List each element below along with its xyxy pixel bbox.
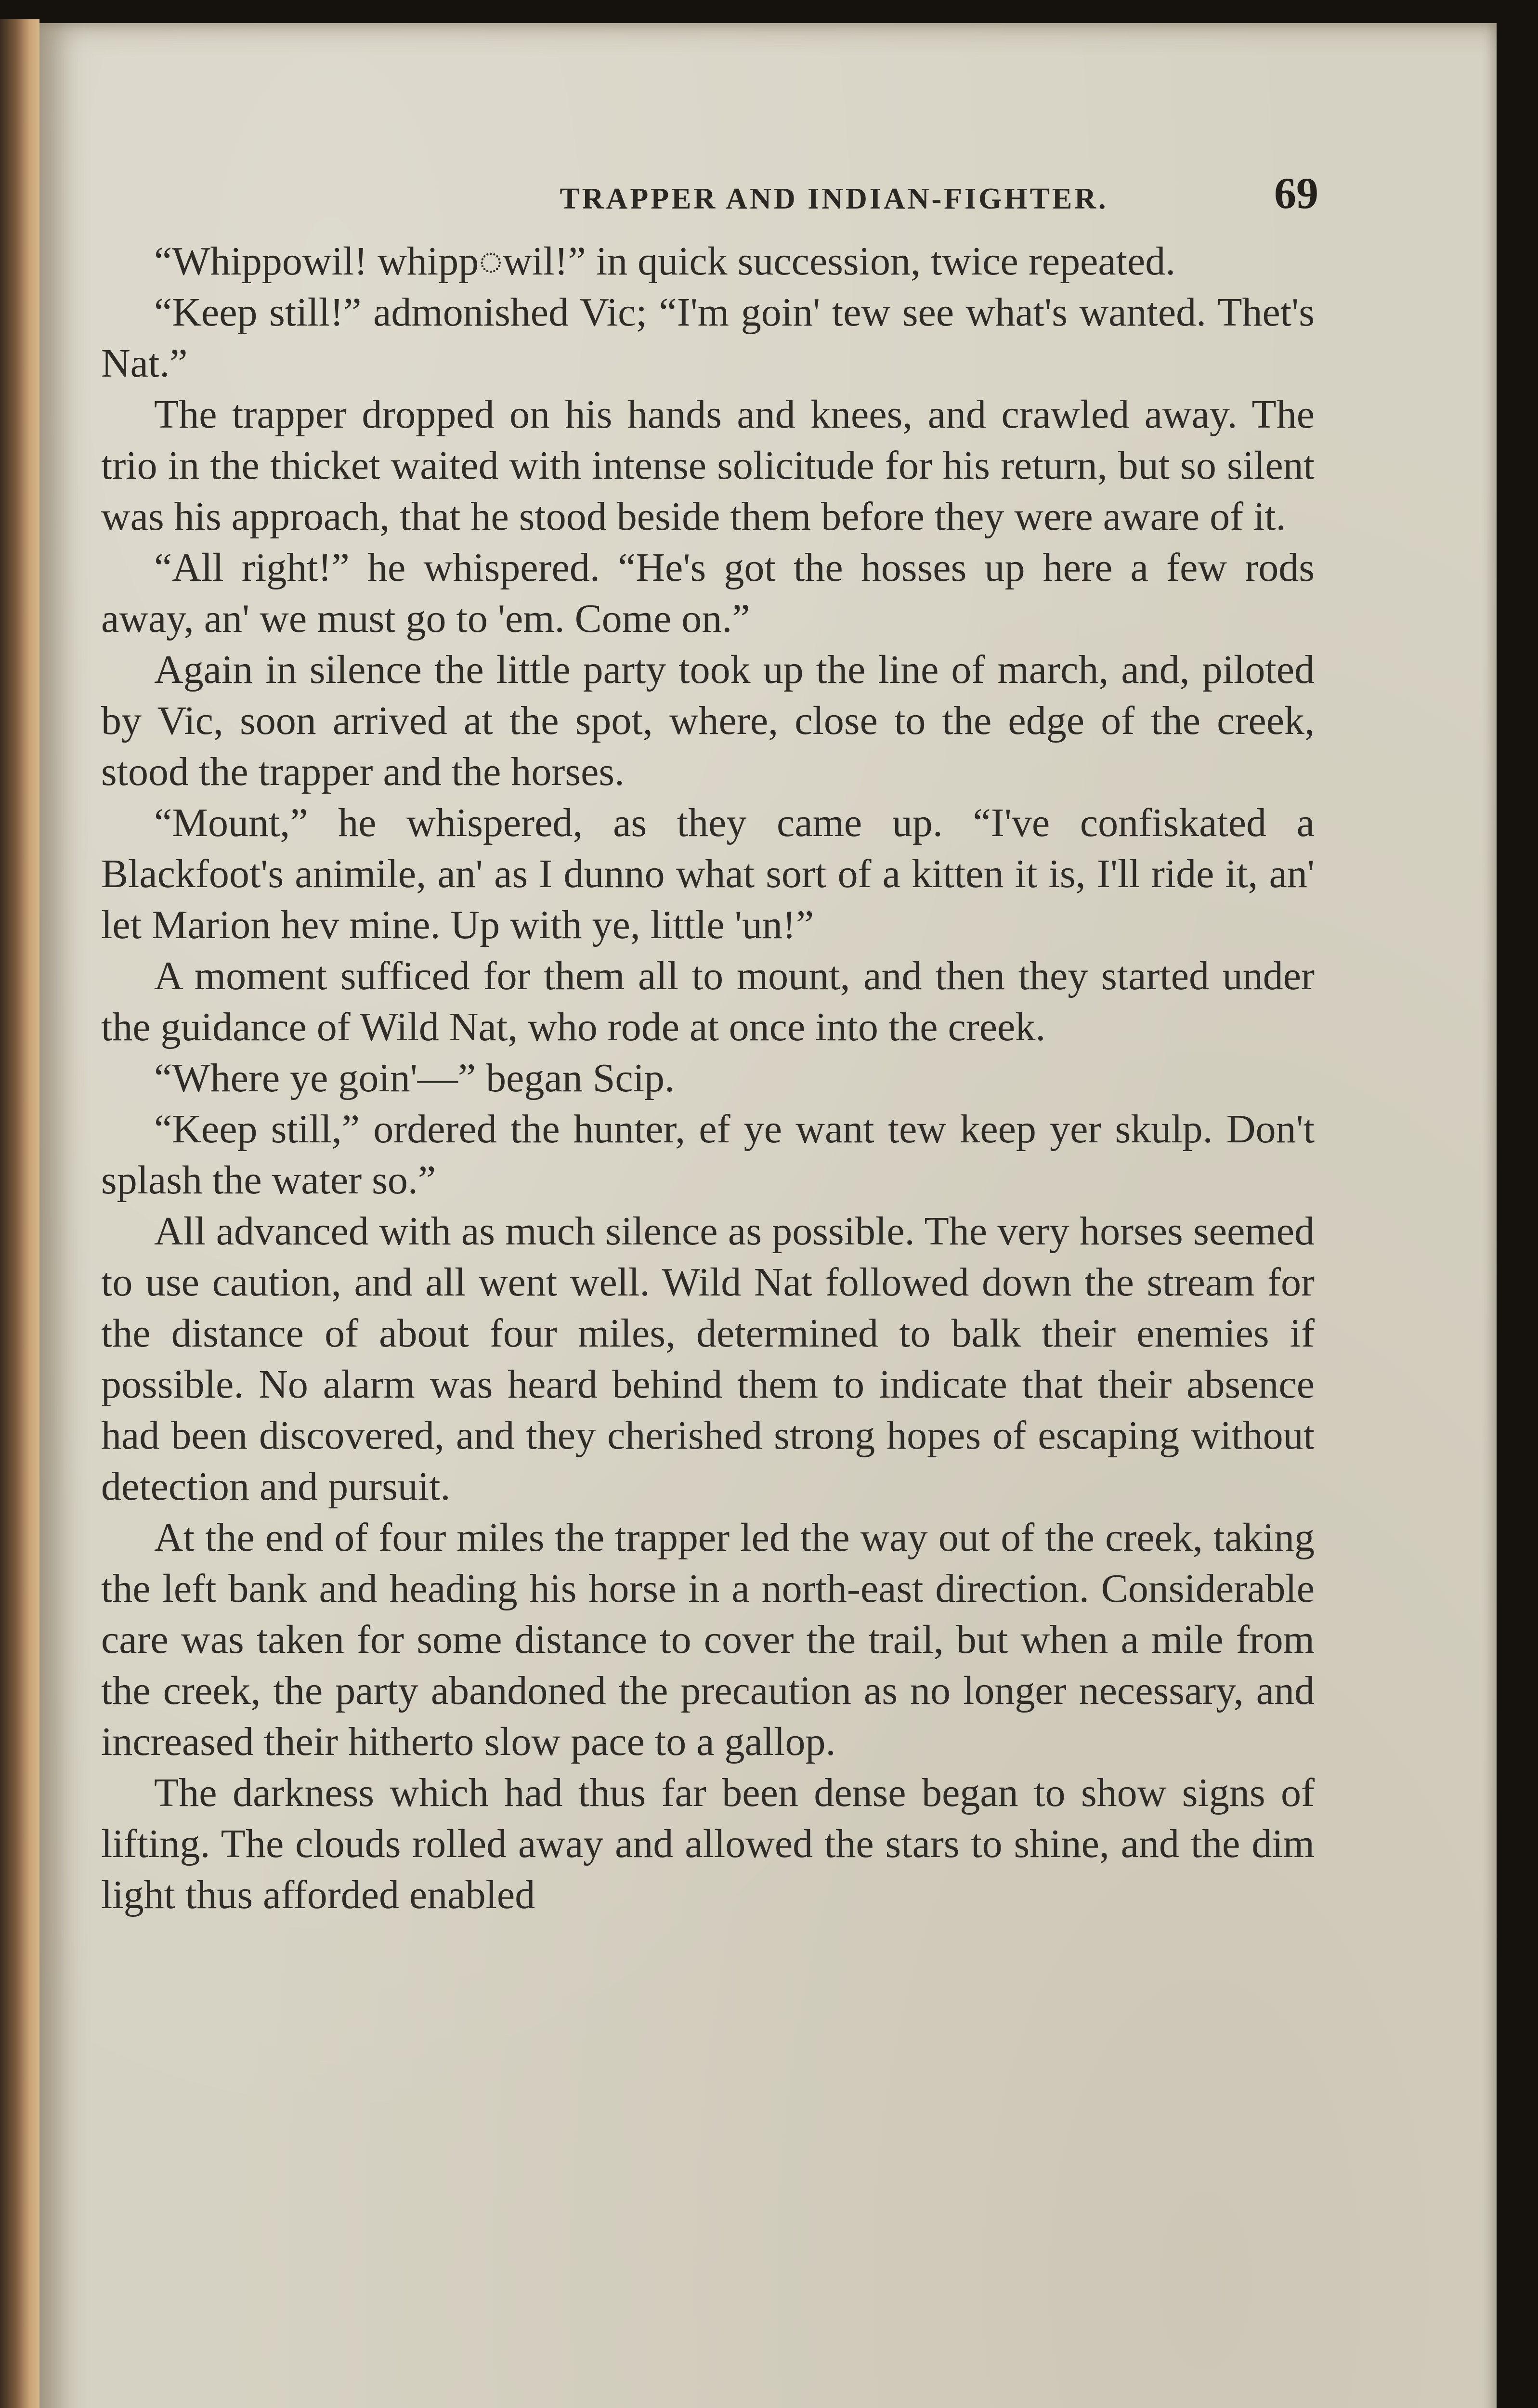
- paragraph: “Whippowil! whipp◌wil!” in quick succession, twice repeated.: [154, 239, 1176, 284]
- paragraph: “Keep still,” ordered the hunter, ef ye want tew keep yer skulp. Don't splash the water so.”: [101, 1107, 1315, 1203]
- paragraph: The trapper dropped on his hands and knees, and crawled away. The trio in the thicket waited with intense solicitude for his return, but so silent was his approach, that he stood beside them before they were aware of it.: [101, 392, 1315, 539]
- paragraph: “Keep still!” admonished Vic; “I'm goin' tew see what's wanted. Thet's Nat.”: [101, 290, 1315, 386]
- paragraph: At the end of four miles the trapper led the way out of the creek, taking the left bank and heading his horse in a north-east direction. Considerable care was taken for some distance to cover the trail, but when a mile from the creek, the party abandoned the precaution as no longer necessary, and increased their hitherto slow pace to a gallop.: [101, 1515, 1315, 1764]
- book-spine-edge: [0, 19, 39, 2408]
- paragraph: Again in silence the little party took up the line of march, and, piloted by Vic, soon arrived at the spot, where, close to the edge of the creek, stood the trapper and the horses.: [101, 647, 1315, 794]
- paragraph: “Mount,” he whispered, as they came up. “I've confiskated a Blackfoot's animile, an' as I dunno what sort of a kitten it is, I'll ride it, an' let Marion hev mine. Up with ye, little 'un!”: [101, 800, 1315, 947]
- paragraph: All advanced with as much silence as possible. The very horses seemed to use caution, and all went well. Wild Nat followed down the stream for the distance of about four miles, determined to balk their enemies if possible. No alarm was heard behind them to indicate that their absence had been discovered, and they cherished strong hopes of escaping without detection and pursuit.: [101, 1209, 1315, 1509]
- paragraph: “Where ye goin'—” began Scip.: [154, 1056, 675, 1100]
- page-number: 69: [1274, 169, 1318, 218]
- running-head: TRAPPER AND INDIAN-FIGHTER.: [560, 183, 1108, 215]
- paragraph: A moment sufficed for them all to mount, and then they started under the guidance of Wild Nat, who rode at once into the creek.: [101, 954, 1315, 1049]
- body-text: [101, 236, 1315, 1921]
- paragraph: “All right!” he whispered. “He's got the hosses up here a few rods away, an' we must go to 'em. Come on.”: [101, 545, 1315, 641]
- paragraph: The darkness which had thus far been dense began to show signs of lifting. The clouds rolled away and allowed the stars to shine, and the dim light thus afforded enabled: [101, 1770, 1315, 1917]
